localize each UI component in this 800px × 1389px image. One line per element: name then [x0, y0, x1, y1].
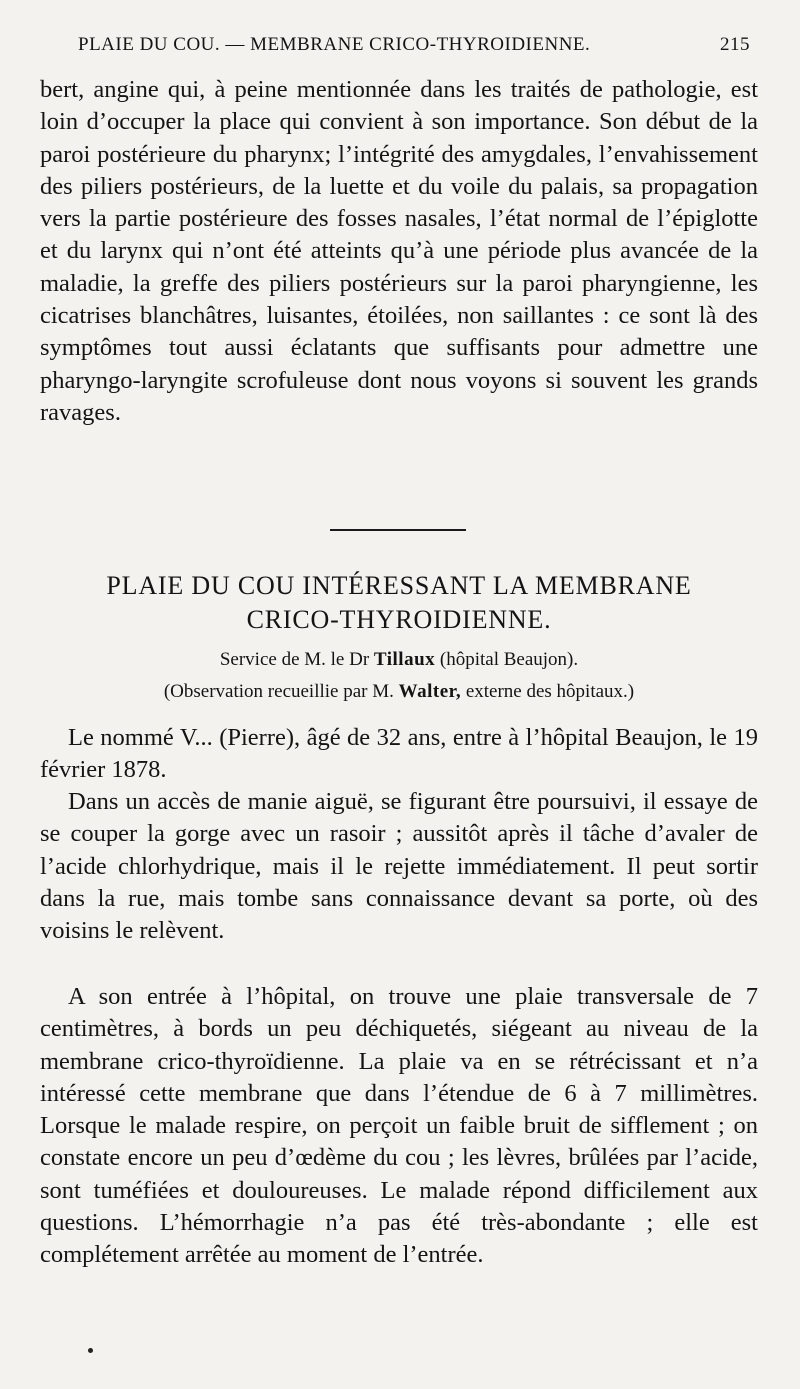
- observation-prefix: (Observation recueillie par M.: [163, 681, 394, 702]
- page-number: 215: [720, 34, 750, 55]
- observation-author-name: Walter,: [398, 681, 462, 702]
- service-line: [40, 648, 758, 672]
- paragraph-3: Dans un accès de manie aiguë, se figurant être poursuivi, il essaye de se couper la gorge avec un rasoir ; aussitôt après il tâche d’avaler de l’acide chlorhydrique, mais il le rejette immédiatement. Il peut sortir dans la rue, mais tombe sans connaissance devant sa porte, où des voisins le relèvent.: [40, 788, 758, 945]
- section-title-line-2: CRICO-THYROIDIENNE.: [246, 605, 552, 634]
- running-title: PLAIE DU COU. — MEMBRANE CRICO-THYROIDIENNE.: [78, 34, 591, 55]
- ink-spot: [88, 1348, 93, 1353]
- observation-suffix: externe des hôpitaux.): [465, 681, 635, 702]
- observation-line: [40, 680, 758, 704]
- section-title-line-1: PLAIE DU COU INTÉRESSANT LA MEMBRANE: [106, 571, 692, 600]
- service-suffix: (hôpital Beaujon).: [439, 649, 579, 670]
- paragraph-4: A son entrée à l’hôpital, on trouve une plaie transversale de 7 centimètres, à bords un peu déchiquetés, siégeant au niveau de la membrane crico-thyroïdienne. La plaie va en se rétrécissant et n’a intéressé cette membrane que dans l’étendue de 6 à 7 millimètres. Lorsque le malade respire, on perçoit un faible bruit de sifflement ; on constate encore un peu d’œdème du cou ; les lèvres, brûlées par l’acide, sont tuméfiées et douloureuses. Le malade répond difficilement aux questions. L’hémorrhagie n’a pas été très-abondante ; elle est complétement arrêtée au moment de l’entrée.: [40, 983, 758, 1269]
- section-title: [40, 569, 758, 637]
- paragraph-2: Le nommé V... (Pierre), âgé de 32 ans, entre à l’hôpital Beaujon, le 19 février 1878.: [40, 724, 758, 784]
- service-prefix: Service de M. le Dr: [219, 649, 370, 670]
- section-divider: [330, 529, 466, 531]
- running-head: [78, 34, 750, 56]
- paragraph-1: bert, angine qui, à peine mentionnée dans les traités de pathologie, est loin d’occuper la place qui convient à son importance. Son début de la paroi postérieure du pharynx; l’intégrité des amygdales, l’envahissement des piliers postérieurs, de la luette et du voile du palais, sa propagation vers la partie postérieure des fosses nasales, l’état normal de l’épiglotte et du larynx qui n’ont été atteints qu’à une période plus avancée de la maladie, la greffe des piliers postérieurs sur la paroi pharyngienne, les cicatrises blanchâtres, luisantes, étoilées, non saillantes : ce sont là des symptômes tout aussi éclatants que suffisants pour admettre une pharyngo-laryngite scrofuleuse dont nous voyons si souvent les grands ravages.: [40, 76, 758, 426]
- service-doctor-name: Tillaux: [373, 649, 436, 670]
